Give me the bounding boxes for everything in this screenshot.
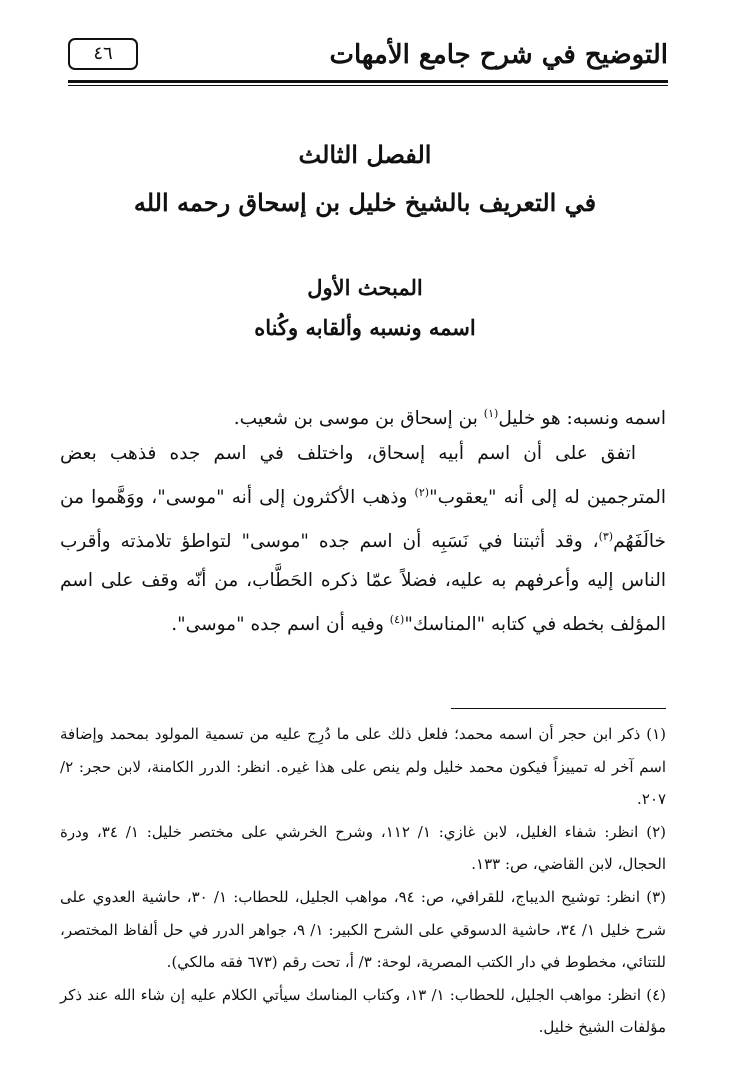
para1-text-b: بن إسحاق بن موسى بن شعيب. (233, 408, 484, 430)
footnote-ref-1: (١) (483, 407, 499, 420)
footnote-2: (٢) انظر: شفاء الغليل، لابن غازي: ١/ ١١٢، وشرح الخرشي على مختصر خليل: ١/ ٣٤، ودرة الحجال، لابن القاضي، ص: ١٣٣. (60, 822, 666, 874)
para2-text-a: اتفق على أن اسم أبيه إسحاق، واختلف في اسم جده فذهب بعض المترجمين له إلى أنه "يعقوب" (60, 443, 666, 509)
chapter-subject: في التعريف بالشيخ خليل بن إسحاق رحمه الله (133, 188, 597, 217)
footnote-1: (١) ذكر ابن حجر أن اسمه محمد؛ فلعل ذلك على ما دُرِج عليه من تسمية المولود بمحمد وإضافة اسم آخر له تمييزاً فيكون محمد خليل ولم ينص على هذا غيره. انظر: الدرر الكامنة، لابن حجر: ٢/ ٢٠٧. (60, 725, 666, 809)
header-rule (68, 80, 668, 83)
footnote-ref-2: (٢) (414, 486, 430, 499)
paragraph-name-lineage (60, 394, 666, 438)
page-header (68, 38, 668, 78)
para2-text-b: وذهب الأكثرون إلى أنه "موسى"، ووَهَّموا من خالَفَهُم (60, 487, 666, 553)
footnotes (60, 718, 666, 1044)
paragraph-grandfather-name (60, 434, 666, 644)
section-title: المبحث الأول (307, 275, 423, 300)
footnote-ref-4: (٤) (389, 613, 405, 627)
para2-text-c: ، وقد أثبتنا في نَسَبِه أن اسم جده "موسى" لتواطؤ تلامذته وأقرب الناس إليه وأعرفهم به عليه، فضلاً عمّا ذكره الحَطَّاب، من أنّه وقف على اسم المؤلف بخطه في كتابه "المناسك" (60, 531, 666, 636)
chapter-title: الفصل الثالث (298, 140, 432, 169)
para2-text-d: وفيه أن اسم جده "موسى". (171, 614, 390, 636)
footnote-separator (451, 708, 666, 709)
header-rule-thin (68, 85, 668, 86)
footnote-3: (٣) انظر: توشيح الديباج، للقرافي، ص: ٩٤، مواهب الجليل، للحطاب: ١/ ٣٠، حاشية العدوي على شرح خليل ١/ ٣٤، حاشية الدسوقي على الشرح الكبير: ١/ ٩، جواهر الدرر في حل ألفاظ المختصر، للتتائي، مخطوط في دار الكتب المصرية، لوحة: ٣/ أ، تحت رقم (٦٧٣ فقه مالكي). (60, 887, 666, 972)
para1-text-a: اسمه ونسبه: هو خليل (498, 408, 666, 430)
footnote-ref-3: (٣) (598, 530, 614, 544)
footnote-4: (٤) انظر: مواهب الجليل، للحطاب: ١/ ١٣، وكتاب المناسك سيأتي الكلام عليه إن شاء الله عند ذكر مؤلفات الشيخ خليل. (60, 985, 666, 1037)
page-number: ٤٦ (68, 38, 138, 70)
section-subject: اسمه ونسبه وألقابه وكُناه (254, 315, 476, 340)
running-title: التوضيح في شرح جامع الأمهات (329, 40, 668, 70)
